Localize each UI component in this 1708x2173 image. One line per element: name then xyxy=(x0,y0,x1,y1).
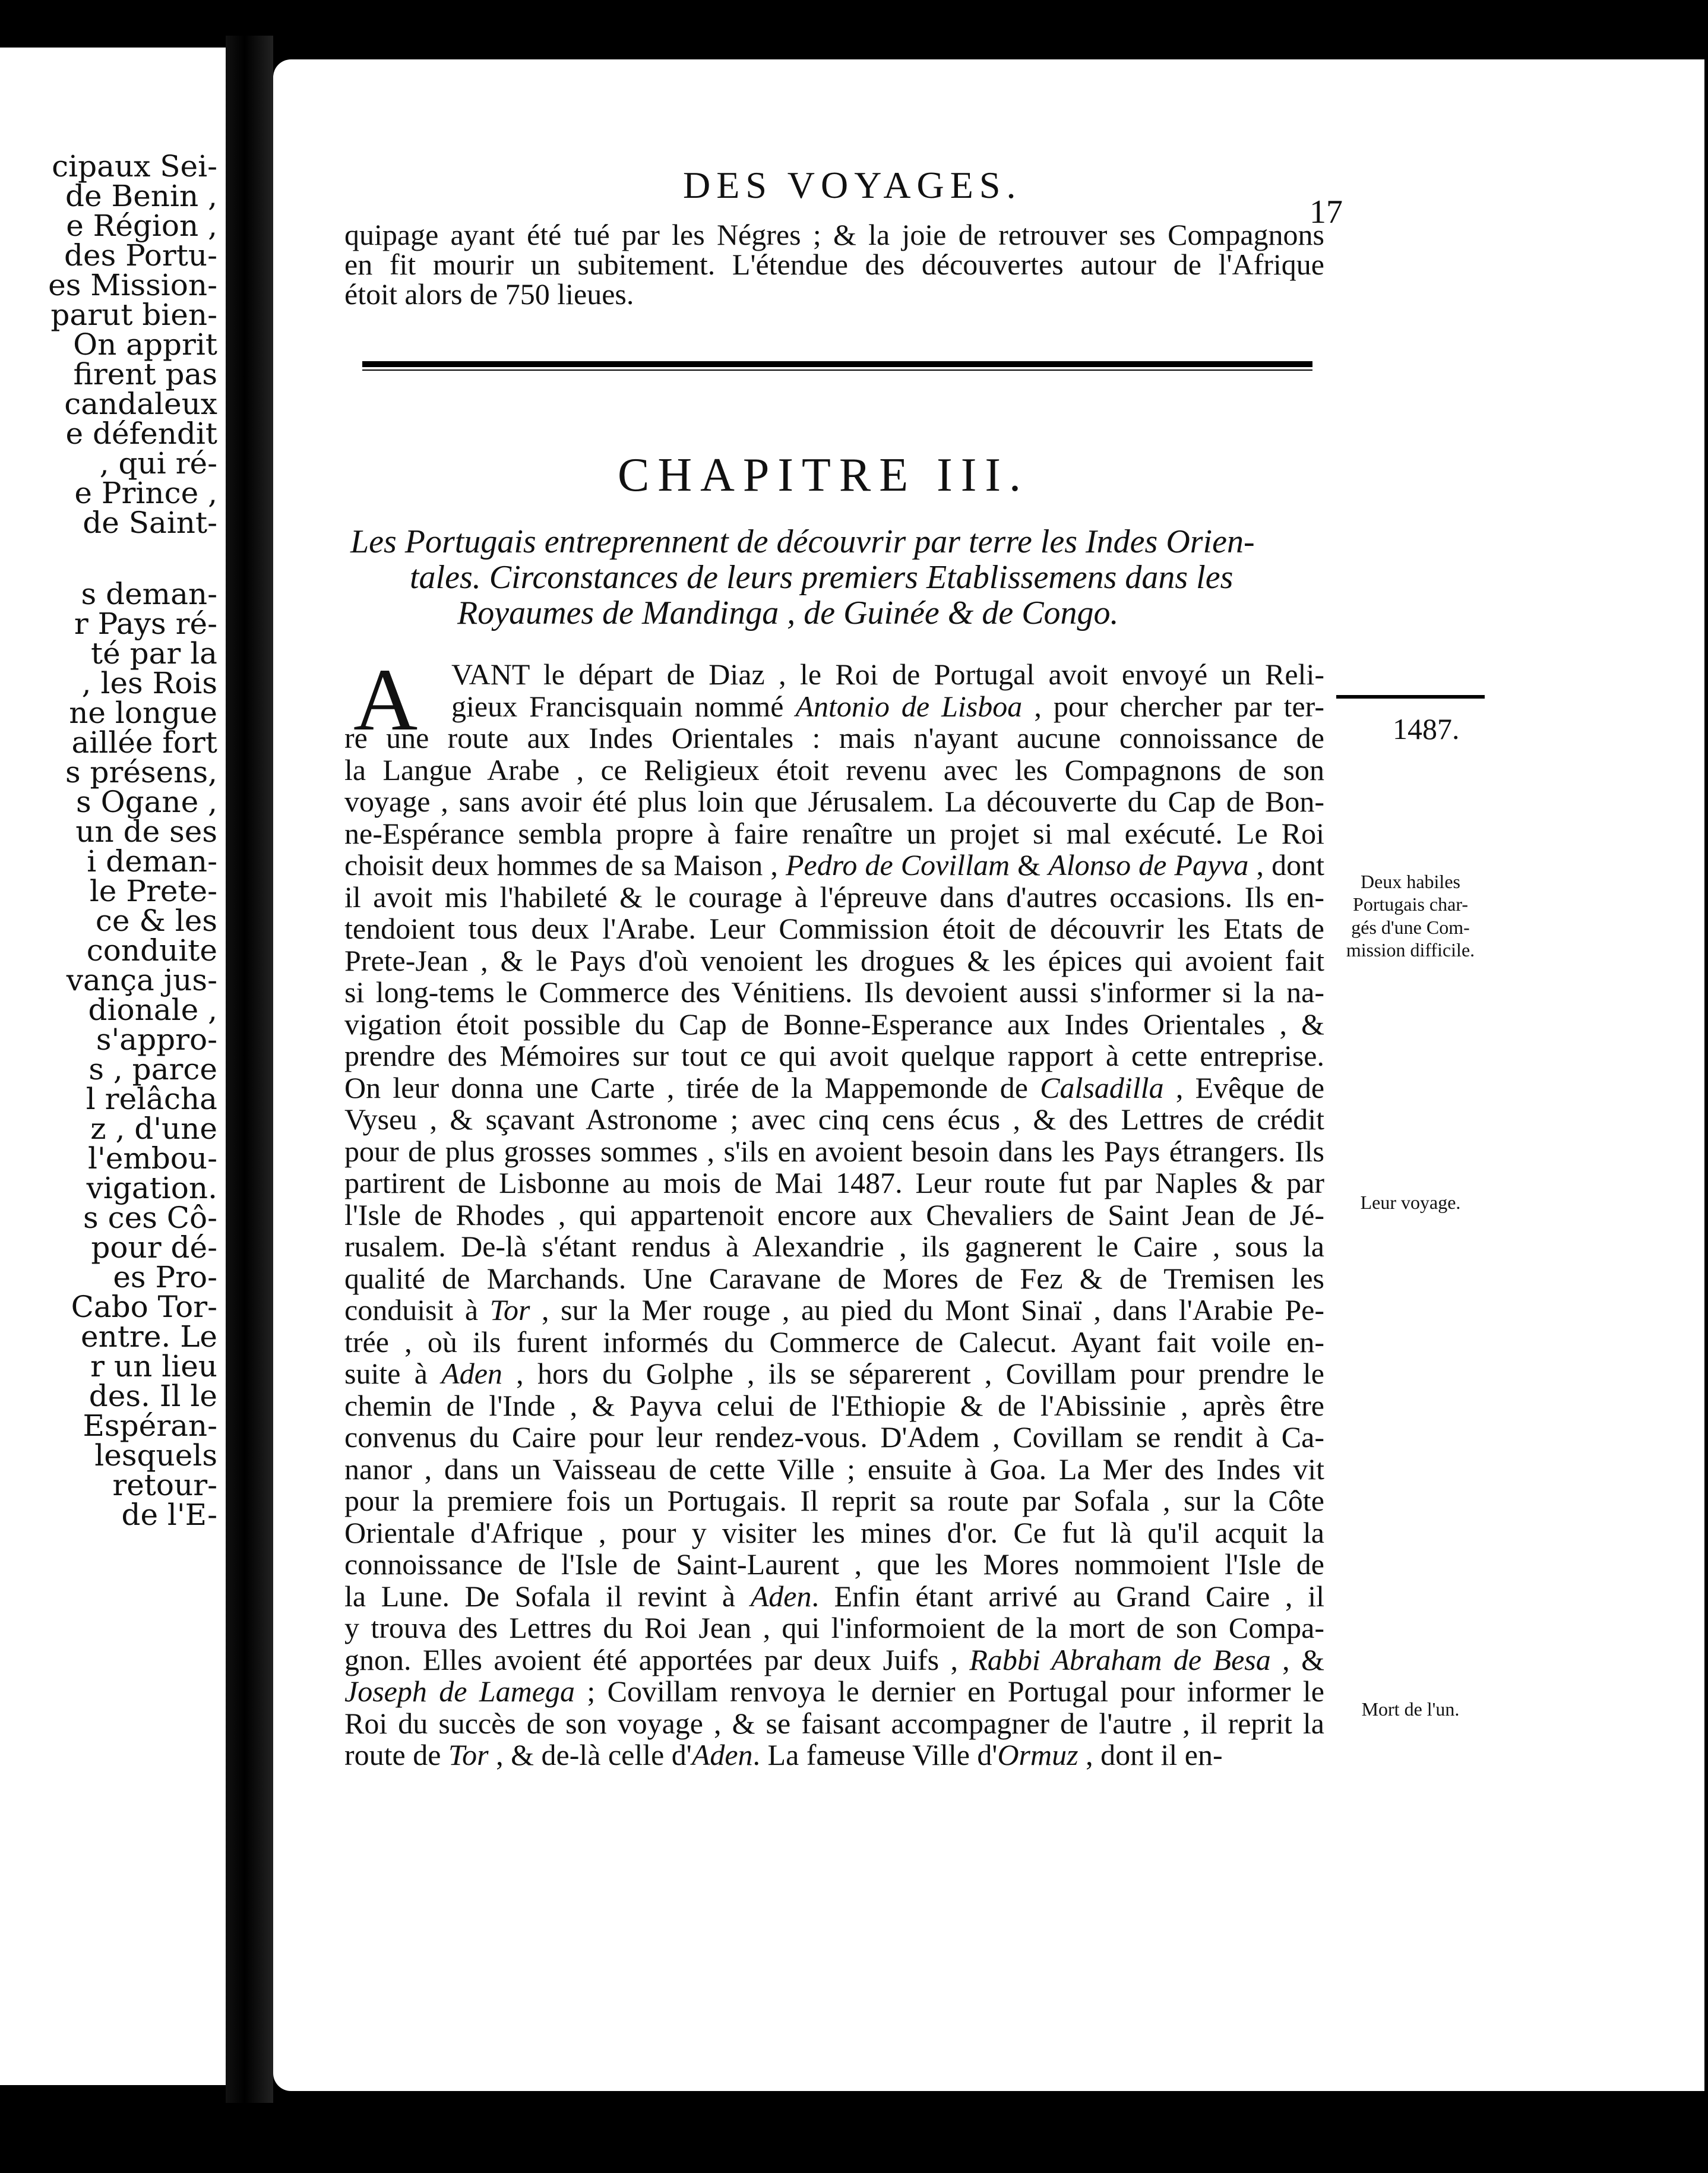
body-line: partirent de Lisbonne au mois de Mai 1487. Leur route fut par Naples & par xyxy=(344,1166,1324,1199)
left-page-line: dionale , xyxy=(88,993,217,1027)
body-line: si long-tems le Commerce des Vénitiens. Ils devoient aussi s'informer si la na- xyxy=(344,975,1324,1009)
left-page-line: firent pas xyxy=(73,357,217,391)
left-page-line: de Benin , xyxy=(65,179,217,213)
chapter-rule xyxy=(362,361,1312,367)
left-page-line: e Prince , xyxy=(74,476,217,510)
left-page-line: lesquels xyxy=(94,1438,217,1473)
left-page-line: conduite xyxy=(86,933,217,968)
page-number: 17 xyxy=(1310,194,1343,230)
left-page-line: un de ses xyxy=(75,814,217,849)
left-page-line: , qui ré- xyxy=(99,446,217,481)
opening-line: quipage ayant été tué par les Négres ; & la joie de retrouver ses Compagnons xyxy=(344,218,1324,251)
chapter-summary-line: Royaumes de Mandinga , de Guinée & de Congo. xyxy=(457,595,1119,631)
body-line: il avoit mis l'habileté & le courage à l'épreuve dans d'autres occasions. Ils en- xyxy=(344,880,1324,914)
left-page-line: de Saint- xyxy=(83,506,217,540)
body-line: ne-Espérance sembla propre à faire renaître un projet si mal exécuté. Le Roi xyxy=(344,816,1324,850)
left-page-line: e défendit xyxy=(65,416,217,451)
left-page-line: z , d'une xyxy=(90,1111,217,1146)
body-line: trée , où ils furent informés du Commerce de Calecut. Ayant fait voile en- xyxy=(344,1325,1324,1359)
left-page-line: l relâcha xyxy=(86,1082,217,1116)
left-page-line: r un lieu xyxy=(90,1349,217,1384)
body-line: qualité de Marchands. Une Caravane de Mores de Fez & de Tremisen les xyxy=(344,1261,1324,1295)
book-gutter xyxy=(226,36,273,2103)
margin-note-leur-voyage: Leur voyage. xyxy=(1360,1192,1461,1213)
left-page-line: s , parce xyxy=(88,1052,217,1086)
margin-note-mort-de-lun: Mort de l'un. xyxy=(1361,1698,1460,1720)
body-line: suite à Aden , hors du Golphe , ils se séparerent , Covillam pour prendre le xyxy=(344,1357,1324,1390)
left-page-line: entre. Le xyxy=(81,1319,217,1354)
left-page-line: r Pays ré- xyxy=(74,607,217,641)
left-page-line: Espéran- xyxy=(83,1408,217,1443)
left-page-line: candaleux xyxy=(64,387,217,421)
left-page-line: vança jus- xyxy=(66,963,217,997)
body-line: route de Tor , & de-là celle d'Aden. La fameuse Ville d'Ormuz , dont il en- xyxy=(344,1738,1223,1771)
drop-cap: A xyxy=(353,650,418,749)
left-page-line: s'appro- xyxy=(96,1022,217,1057)
body-line: gnon. Elles avoient été apportées par deux Juifs , Rabbi Abraham de Besa , & xyxy=(344,1643,1324,1676)
chapter-rule-thin xyxy=(362,369,1312,371)
body-line: voyage , sans avoir été plus loin que Jérusalem. La découverte du Cap de Bon- xyxy=(344,785,1324,818)
left-page-line: i deman- xyxy=(87,844,217,879)
body-line: convenus du Caire pour leur rendez-vous. D'Adem , Covillam se rendit à Ca- xyxy=(344,1420,1324,1454)
body-line: Joseph de Lamega ; Covillam renvoya le dernier en Portugal pour informer le xyxy=(344,1675,1325,1708)
body-line: Roi du succès de son voyage , & se faisant accompagner de l'autre , il reprit la xyxy=(344,1706,1324,1740)
left-page-line: vigation. xyxy=(86,1171,217,1205)
chapter-summary-line: Les Portugais entreprennent de découvrir par terre les Indes Orien- xyxy=(350,523,1255,560)
left-page-line: parut bien- xyxy=(50,298,217,332)
left-page-line: le Prete- xyxy=(89,874,217,908)
body-line: VANT le départ de Diaz , le Roi de Portugal avoit envoyé un Reli- xyxy=(451,658,1324,691)
left-page-line: ne longue xyxy=(69,696,217,730)
opening-line: en fit mourir un subitement. L'étendue des découvertes autour de l'Afrique xyxy=(344,248,1324,281)
left-page-line: des. Il le xyxy=(88,1379,217,1413)
left-page-line: es Mission- xyxy=(48,268,217,302)
chapter-summary-line: tales. Circonstances de leurs premiers Etablissemens dans les xyxy=(410,559,1233,596)
body-line: nanor , dans un Vaisseau de cette Ville ; ensuite à Goa. La Mer des Indes vit xyxy=(344,1452,1324,1486)
body-line: Vyseu , & sçavant Astronome ; avec cinq cens écus , & des Lettres de crédit xyxy=(344,1103,1324,1136)
left-page-line: pour dé- xyxy=(91,1230,217,1265)
left-page-line: de l'E- xyxy=(121,1498,217,1532)
opening-line: étoit alors de 750 lieues. xyxy=(344,277,634,311)
body-line: y trouva des Lettres du Roi Jean , qui l'informoient de la mort de son Compa- xyxy=(344,1611,1324,1644)
left-page-line: , les Rois xyxy=(81,666,217,700)
body-line: re une route aux Indes Orientales : mais n'ayant aucune connoissance de xyxy=(344,721,1324,754)
body-line: prendre des Mémoires sur tout ce qui avoit quelque rapport à cette entreprise. xyxy=(344,1039,1324,1072)
left-page-line: e Région , xyxy=(66,209,217,243)
left-page-line: On apprit xyxy=(73,327,217,362)
left-page-line: té par la xyxy=(91,636,217,671)
left-page-line: s présens, xyxy=(65,755,217,789)
left-page-line: s Ogane , xyxy=(76,785,217,819)
left-page-line: des Portu- xyxy=(64,238,217,273)
left-facing-page xyxy=(0,48,226,2085)
body-line: Prete-Jean , & le Pays d'où venoient les drogues & les épices qui avoient fait xyxy=(344,943,1324,977)
body-line: choisit deux hommes de sa Maison , Pedro de Covillam & Alonso de Payva , dont xyxy=(344,848,1324,882)
margin-note-year: 1487. xyxy=(1393,712,1460,746)
running-head: DES VOYAGES. xyxy=(683,164,1022,206)
body-line: gieux Francisquain nommé Antonio de Lisboa , pour chercher par ter- xyxy=(451,689,1324,723)
body-line: vigation étoit possible du Cap de Bonne-Esperance aux Indes Orientales , & xyxy=(344,1007,1324,1041)
body-line: l'Isle de Rhodes , qui appartenoit encore aux Chevaliers de Saint Jean de Jé- xyxy=(344,1198,1324,1231)
body-line: On leur donna une Carte , tirée de la Mappemonde de Calsadilla , Evêque de xyxy=(344,1070,1325,1104)
body-line: la Langue Arabe , ce Religieux étoit revenu avec les Compagnons de son xyxy=(344,753,1324,787)
chapter-title: CHAPITRE III. xyxy=(618,449,1030,501)
right-page xyxy=(273,59,1704,2091)
body-line: Orientale d'Afrique , pour y visiter les mines d'or. Ce fut là qu'il acquit la xyxy=(344,1515,1324,1549)
left-page-line: es Pro- xyxy=(113,1260,217,1294)
left-page-line: cipaux Sei- xyxy=(52,149,217,184)
body-line: tendoient tous deux l'Arabe. Leur Commission étoit de découvrir les Etats de xyxy=(344,912,1324,945)
left-page-line: ce & les xyxy=(95,904,217,938)
body-line: chemin de l'Inde , & Payva celui de l'Ethiopie & de l'Abissinie , après être xyxy=(344,1388,1324,1422)
left-page-line: s deman- xyxy=(81,577,217,611)
body-line: rusalem. De-là s'étant rendus à Alexandrie , ils gagnerent le Caire , sous la xyxy=(344,1230,1324,1263)
left-page-line: aillée fort xyxy=(71,725,217,760)
left-page-line: retour- xyxy=(112,1468,217,1502)
body-line: connoissance de l'Isle de Saint-Laurent , que les Mores nommoient l'Isle de xyxy=(344,1547,1324,1581)
body-line: pour de plus grosses sommes , s'ils en avoient besoin dans les Pays étrangers. Ils xyxy=(344,1134,1324,1168)
body-line: conduisit à Tor , sur la Mer rouge , au pied du Mont Sinaï , dans l'Arabie Pe- xyxy=(344,1293,1324,1326)
body-line: la Lune. De Sofala il revint à Aden. Enfin étant arrivé au Grand Caire , il xyxy=(344,1579,1324,1613)
margin-note-deux-habiles: Deux habiles Portugais char- gés d'une Com- mission difficile. xyxy=(1346,871,1475,961)
margin-rule xyxy=(1336,695,1485,699)
left-page-line: Cabo Tor- xyxy=(71,1290,217,1324)
left-page-line: l'embou- xyxy=(88,1141,217,1176)
left-page-line: s ces Cô- xyxy=(83,1201,217,1235)
body-line: pour la premiere fois un Portugais. Il reprit sa route par Sofala , sur la Côte xyxy=(344,1484,1324,1517)
